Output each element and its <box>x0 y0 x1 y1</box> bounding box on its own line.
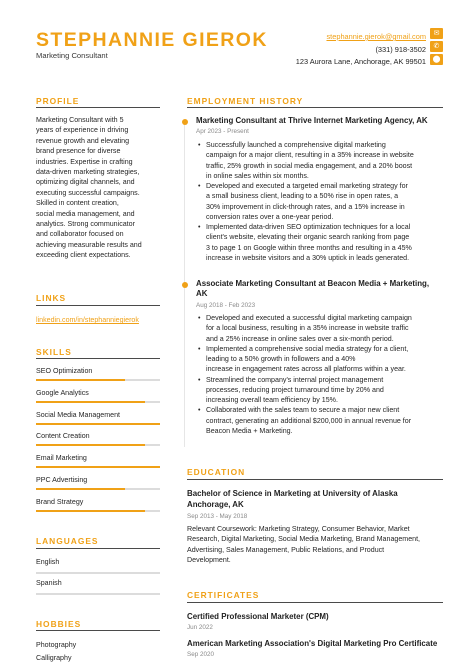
location-icon: ⬤ <box>430 54 443 65</box>
education-degree-line: Bachelor of Science in Marketing at University of Alaska <box>187 489 398 498</box>
certificate-date: Jun 2022 <box>187 624 213 631</box>
bullet-line: increase in engagement rates across all platforms within a year. <box>206 365 406 374</box>
skill-label: PPC Advertising <box>36 476 88 484</box>
bullet-line: • Collaborated with the sales team to secure a major new client <box>206 406 400 415</box>
profile-line: data-driven marketing strategies, <box>36 168 140 177</box>
bullet-line: • Developed and executed a targeted email marketing strategy for <box>206 182 408 190</box>
hobbies-heading: HOBBIES <box>36 619 82 629</box>
links-divider <box>36 305 160 306</box>
education-degree-line: Anchorage, AK <box>187 499 244 509</box>
phone-number: (331) 918-3502 <box>375 44 426 54</box>
skill-label: Google Analytics <box>36 389 89 397</box>
language-item: English <box>36 558 60 566</box>
bullet-line: • Implemented data-driven SEO optimization techniques for a local <box>206 223 411 231</box>
skill-item <box>36 389 160 403</box>
bullet-line: leading to a 50% growth in followers and a 40% <box>206 355 356 363</box>
education-coursework <box>187 524 447 565</box>
bullet-line: traffic, 25% growth in social media engagement, and a 20% boost <box>206 161 413 170</box>
education-degree <box>187 489 398 510</box>
bullet-item <box>206 313 442 344</box>
timeline-dot <box>182 282 188 288</box>
profile-line: achieving measurable results and <box>36 240 142 249</box>
profile-line: revenue growth and elevating <box>36 136 130 145</box>
skill-bar-fill <box>36 510 145 512</box>
skill-label: SEO Optimization <box>36 367 93 375</box>
skill-item <box>36 367 160 381</box>
skill-item <box>36 432 160 446</box>
skill-bar <box>36 401 160 403</box>
profile-line: industries. Expertise in crafting <box>36 157 133 166</box>
certificates-heading: CERTIFICATES <box>187 590 260 600</box>
skill-label: Social Media Management <box>36 411 120 419</box>
hobby-item: Photography <box>36 641 77 649</box>
skills-heading: SKILLS <box>36 347 72 357</box>
bullet-line: contract, generating an additional $200,000 in annual revenue for <box>206 416 412 425</box>
education-heading: EDUCATION <box>187 467 246 477</box>
skill-bar <box>36 423 160 425</box>
email-link[interactable]: stephannie.gierok@gmail.com <box>326 32 426 41</box>
skill-item <box>36 411 160 425</box>
job-2-dates: Aug 2018 - Feb 2023 <box>196 302 256 309</box>
certificate-title: Certified Professional Marketer (CPM) <box>187 612 329 621</box>
bullet-line: 3 to page 1 on Google within three months and resulting in a 45% <box>206 243 412 252</box>
bullet-line: • Implemented a comprehensive social media strategy for a client, <box>206 344 409 353</box>
languages-divider <box>36 548 160 549</box>
bullet-item <box>206 222 442 263</box>
skill-bar-fill <box>36 488 125 490</box>
candidate-name: STEPHANNIE GIEROK <box>36 29 268 51</box>
profile-line: brand presence for diverse <box>36 147 121 156</box>
job-1-title: Marketing Consultant at Thrive Internet Marketing Agency, AK <box>196 116 428 125</box>
contact-icons <box>430 28 445 67</box>
bullet-line: campaign for a major client, resulting in a 35% increase in website <box>206 151 414 160</box>
skill-bar <box>36 510 160 512</box>
skill-bar-fill <box>36 444 145 446</box>
bullet-item <box>206 140 442 181</box>
email-icon: ✉ <box>430 28 443 39</box>
skill-label: Brand Strategy <box>36 498 84 506</box>
skills-divider <box>36 358 160 359</box>
profile-summary <box>36 115 162 261</box>
skill-label: Email Marketing <box>36 454 87 462</box>
profile-line: exceeding client expectations. <box>36 251 131 260</box>
bullet-line: 30% improvement in click-through rates, and a 15% increase in <box>206 202 405 211</box>
skill-bar-fill <box>36 379 125 381</box>
phone-icon: ✆ <box>430 41 443 52</box>
profile-divider <box>36 107 160 108</box>
bullet-item <box>206 375 442 406</box>
bullet-line: Beacon Media + Marketing. <box>206 426 293 435</box>
coursework-line: Advertising, Sales Management, Public Relations, and Product <box>187 545 385 554</box>
linkedin-link[interactable]: linkedin.com/in/stephanniegierok <box>36 316 139 324</box>
skill-bar <box>36 488 160 490</box>
coursework-line: Research, Digital Marketing, Social Media Marketing, Brand Management, <box>187 535 421 544</box>
bullet-item <box>206 344 442 375</box>
hobby-item: Calligraphy <box>36 654 72 662</box>
job-2-title <box>196 279 429 299</box>
skill-item <box>36 454 160 468</box>
skill-item <box>36 498 160 512</box>
job-title: Marketing Consultant <box>36 51 108 60</box>
coursework-line: Development. <box>187 555 231 564</box>
certificate-date: Sep 2020 <box>187 651 214 658</box>
job-1-dates: Apr 2023 - Present <box>196 128 249 135</box>
skill-bar-fill <box>36 401 145 403</box>
skill-bar <box>36 379 160 381</box>
language-bar <box>36 593 160 595</box>
timeline-dot <box>182 119 188 125</box>
bullet-item <box>206 181 442 222</box>
bullet-line: • Developed and executed a successful digital marketing campaign <box>206 314 412 322</box>
education-dates: Sep 2013 - May 2018 <box>187 513 248 520</box>
bullet-line: increase in website visitors and a 30% uptick in leads generated. <box>206 253 410 262</box>
profile-line: and collaborator focused on <box>36 230 124 239</box>
profile-line: Marketing Consultant with 5 <box>36 116 124 124</box>
skill-bar <box>36 444 160 446</box>
bullet-line: increasing overall team efficiency by 15%. <box>206 396 338 404</box>
bullet-line: for a local business, resulting in a 35% increase in website traffic <box>206 324 409 333</box>
contact-info <box>296 31 426 69</box>
bullet-line: processes, reducing project turnaround time by 20% and <box>206 385 384 394</box>
profile-heading: PROFILE <box>36 96 80 106</box>
bullet-item <box>206 405 442 436</box>
skill-bar <box>36 466 160 468</box>
profile-line: social media management, and <box>36 209 135 218</box>
employment-heading: EMPLOYMENT HISTORY <box>187 96 304 106</box>
skill-label: Content Creation <box>36 432 90 440</box>
links-heading: LINKS <box>36 293 67 303</box>
skill-bar-fill <box>36 466 160 468</box>
bullet-line: • Streamlined the company's internal project management <box>206 375 384 384</box>
bullet-line: client's website, elevating their organic search ranking from page <box>206 233 410 242</box>
languages-heading: LANGUAGES <box>36 536 99 546</box>
bullet-line: and a 25% increase in online sales over a six-month period. <box>206 334 394 343</box>
bullet-line: • Successfully launched a comprehensive digital marketing <box>206 141 386 149</box>
profile-line: years of experience in driving <box>36 126 129 135</box>
certificate-title: American Marketing Association's Digital Marketing Pro Certificate <box>187 639 438 648</box>
skill-bar-fill <box>36 423 160 425</box>
profile-line: analytics. Strong communicator <box>36 220 135 229</box>
profile-line: optimizing digital channels, and <box>36 178 135 187</box>
profile-line: executing successful campaigns. <box>36 188 140 197</box>
education-divider <box>187 479 443 480</box>
bullet-line: in online sales within six months. <box>206 171 309 180</box>
job-2-title-line: AK <box>196 289 208 298</box>
job-2-title-line: Associate Marketing Consultant at Beacon Media + Marketing, <box>196 279 430 288</box>
employment-divider <box>187 107 443 108</box>
address: 123 Aurora Lane, Anchorage, AK 99501 <box>295 57 426 66</box>
certificates-divider <box>187 602 443 603</box>
job-2-bullets <box>206 313 442 436</box>
job-1-bullets <box>206 140 442 263</box>
bullet-line: a small business client, leading to a 50% rise in open rates, a <box>206 192 399 201</box>
language-item: Spanish <box>36 579 62 587</box>
bullet-line: conversion rates over a one-year period. <box>206 212 334 221</box>
hobbies-divider <box>36 630 160 631</box>
profile-line: Skilled in content creation, <box>36 199 119 208</box>
language-bar <box>36 572 160 574</box>
skill-item <box>36 476 160 490</box>
coursework-line: Relevant Coursework: Marketing Strategy, Consumer Behavior, Market <box>187 525 410 533</box>
